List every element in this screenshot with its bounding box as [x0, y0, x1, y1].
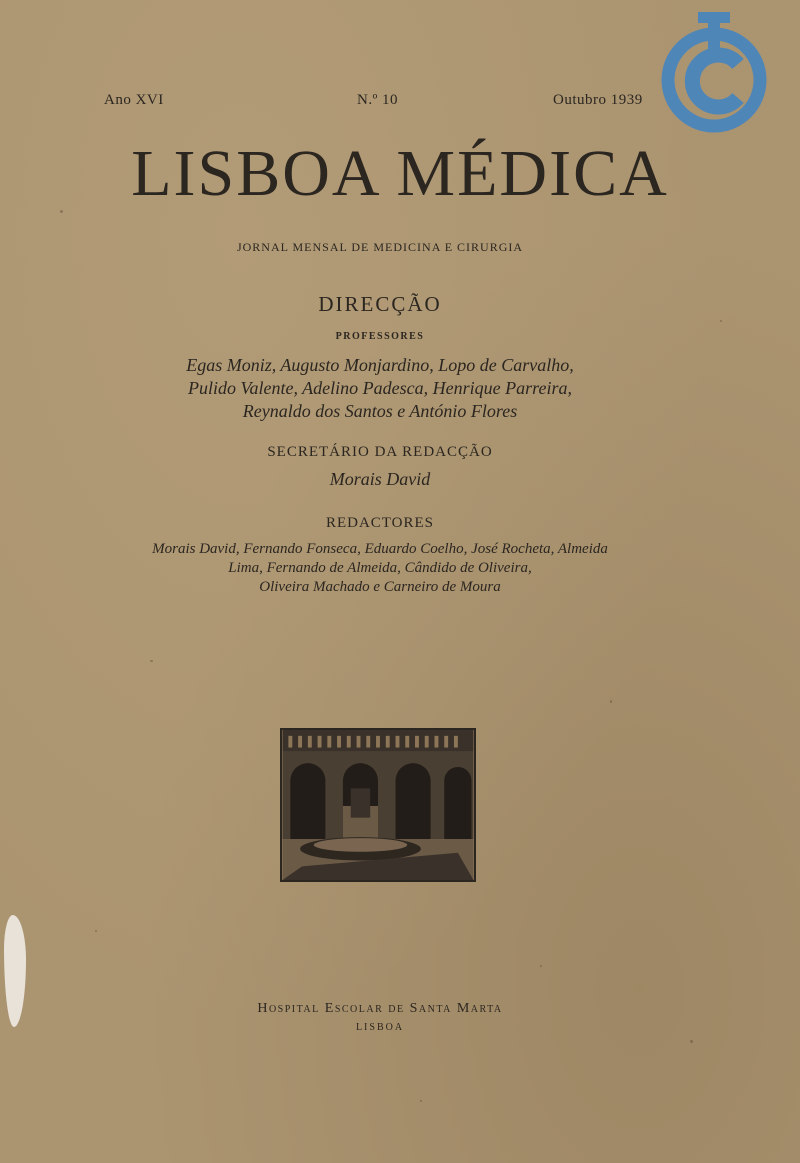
cloister-engraving — [280, 728, 476, 882]
paper-speck — [540, 965, 542, 967]
paper-speck — [610, 700, 612, 703]
direction-line: Reynaldo dos Santos e António Flores — [242, 401, 518, 421]
editors-line: Morais David, Fernando Fonseca, Eduardo Coelho, José Rocheta, Almeida — [152, 541, 608, 557]
issue-number: N.º 10 — [357, 92, 398, 108]
issue-year: Ano XVI — [104, 92, 164, 108]
publisher-city: LISBOA — [355, 1022, 405, 1033]
secretary-name: Morais David — [329, 469, 431, 489]
issue-date: Outubro 1939 — [553, 92, 643, 108]
paper-speck — [150, 660, 153, 662]
journal-title: LISBOA MÉDICA — [131, 137, 669, 210]
paper-speck — [420, 1100, 422, 1102]
paper-speck — [95, 930, 97, 932]
paper-speck — [690, 1040, 693, 1043]
editors-line: Lima, Fernando de Almeida, Cândido de Oliveira, — [228, 560, 532, 576]
direction-line: Pulido Valente, Adelino Padesca, Henrique Parreira, — [188, 378, 572, 398]
direction-line: Egas Moniz, Augusto Monjardino, Lopo de Carvalho, — [186, 355, 574, 375]
direction-heading: DIRECÇÃO — [318, 292, 442, 316]
paper-speck — [720, 320, 722, 322]
journal-subtitle: JORNAL MENSAL DE MEDICINA E CIRURGIA — [236, 240, 524, 254]
publisher-institution: Hospital Escolar de Santa Marta — [257, 1001, 503, 1016]
editors-heading: REDACTORES — [325, 515, 435, 531]
secretary-heading: SECRETÁRIO DA REDACÇÃO — [267, 444, 493, 460]
editors-line: Oliveira Machado e Carneiro de Moura — [259, 579, 501, 595]
direction-subheading: PROFESSORES — [335, 331, 425, 342]
masthead-line — [0, 92, 800, 120]
